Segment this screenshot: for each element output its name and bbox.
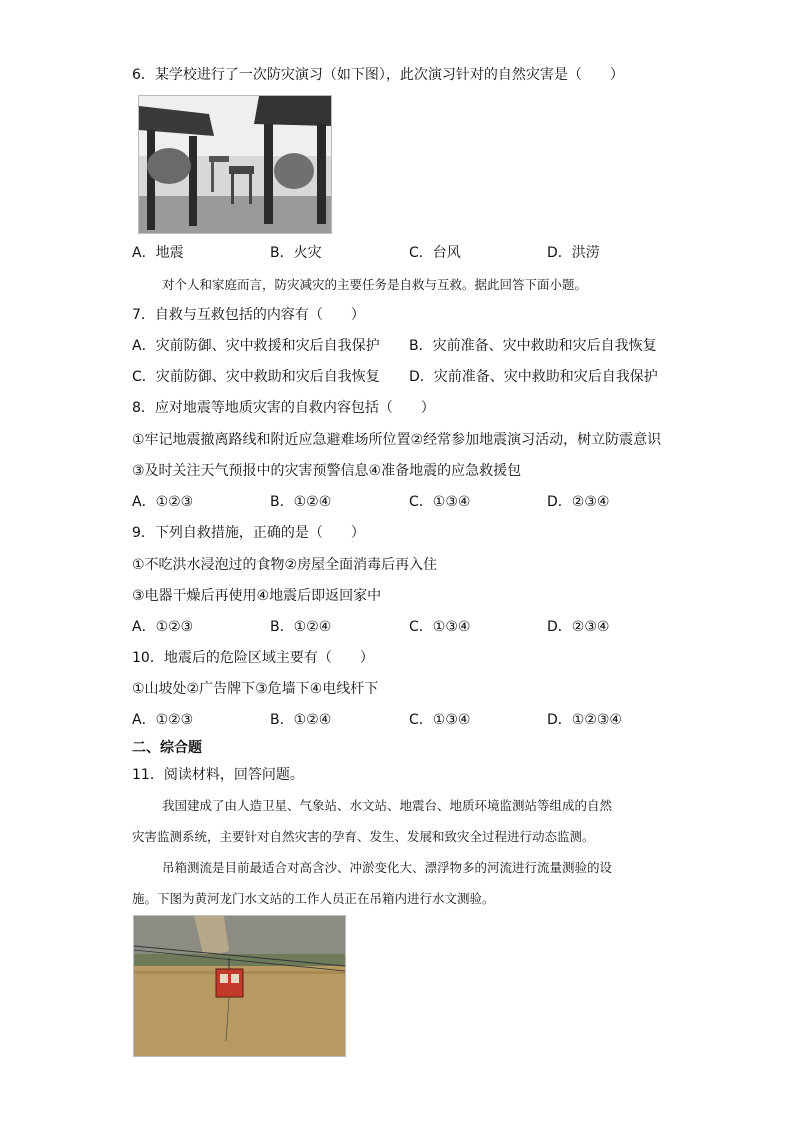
q8-option-d: D．②③④ <box>547 494 610 510</box>
q11-paragraph-1-line-2: 灾害监测系统，主要针对自然灾害的孕育、发生、发展和致灾全过程进行动态监测。 <box>132 829 595 844</box>
q10-stem: 10．地震后的危险区域主要有（ ） <box>132 650 374 666</box>
q9-option-a: A．①②③ <box>132 619 194 635</box>
intro-text: 对个人和家庭而言，防灾减灾的主要任务是自救与互救。据此回答下面小题。 <box>162 277 588 292</box>
q10-statement-line-1: ①山坡处②广告牌下③危墙下④电线杆下 <box>132 681 379 697</box>
q6-option-c: C．台风 <box>409 245 461 261</box>
yellow-river-cable-box-image <box>134 916 345 1056</box>
q7-stem: 7．自救与互救包括的内容有（ ） <box>132 307 365 323</box>
q9-statement-line-2: ③电器干燥后再使用④地震后即返回家中 <box>132 588 382 604</box>
q11-paragraph-2-line-2: 施。下图为黄河龙门水文站的工作人员正在吊箱内进行水文测验。 <box>132 891 495 906</box>
q8-stem: 8．应对地震等地质灾害的自救内容包括（ ） <box>132 400 435 416</box>
q9-stem: 9．下列自救措施，正确的是（ ） <box>132 525 365 541</box>
q9-statement-line-1: ①不吃洪水浸泡过的食物②房屋全面消毒后再入住 <box>132 557 438 573</box>
q9-option-c: C．①③④ <box>409 619 471 635</box>
q9-option-b: B．①②④ <box>270 619 332 635</box>
q6-option-b: B．火灾 <box>270 245 322 261</box>
q7-option-a: A．灾前防御、灾中救援和灾后自我保护 <box>132 338 380 354</box>
q10-option-d: D．①②③④ <box>547 712 622 728</box>
earthquake-drill-photo <box>138 95 332 234</box>
section-heading: 二、综合题 <box>132 740 202 756</box>
q11-stem: 11．阅读材料，回答问题。 <box>132 767 304 783</box>
q8-option-a: A．①②③ <box>132 494 194 510</box>
q6-option-d: D．洪涝 <box>547 245 600 261</box>
q10-option-a: A．①②③ <box>132 712 194 728</box>
cable-car-hydrology-photo <box>133 915 346 1057</box>
q10-option-b: B．①②④ <box>270 712 332 728</box>
q6-option-a: A．地震 <box>132 245 184 261</box>
q11-paragraph-1-line-1: 我国建成了由人造卫星、气象站、水文站、地震台、地质环境监测站等组成的自然 <box>162 798 613 813</box>
q7-option-b: B．灾前准备、灾中救助和灾后自我恢复 <box>409 338 657 354</box>
q10-option-c: C．①③④ <box>409 712 471 728</box>
q7-option-c: C．灾前防御、灾中救助和灾后自我恢复 <box>132 369 380 385</box>
classroom-desks-image <box>139 96 331 233</box>
q7-option-d: D．灾前准备、灾中救助和灾后自我保护 <box>409 369 658 385</box>
q8-statement-line-1: ①牢记地震撤离路线和附近应急避难场所位置②经常参加地震演习活动，树立防震意识 <box>132 432 662 448</box>
q8-option-c: C．①③④ <box>409 494 471 510</box>
q9-option-d: D．②③④ <box>547 619 610 635</box>
q6-stem: 6．某学校进行了一次防灾演习（如下图），此次演习针对的自然灾害是（ ） <box>132 67 624 83</box>
q8-statement-line-2: ③及时关注天气预报中的灾害预警信息④准备地震的应急救援包 <box>132 463 522 479</box>
q8-option-b: B．①②④ <box>270 494 332 510</box>
q11-paragraph-2-line-1: 吊箱测流是目前最适合对高含沙、冲淤变化大、漂浮物多的河流进行流量测验的设 <box>162 860 613 875</box>
